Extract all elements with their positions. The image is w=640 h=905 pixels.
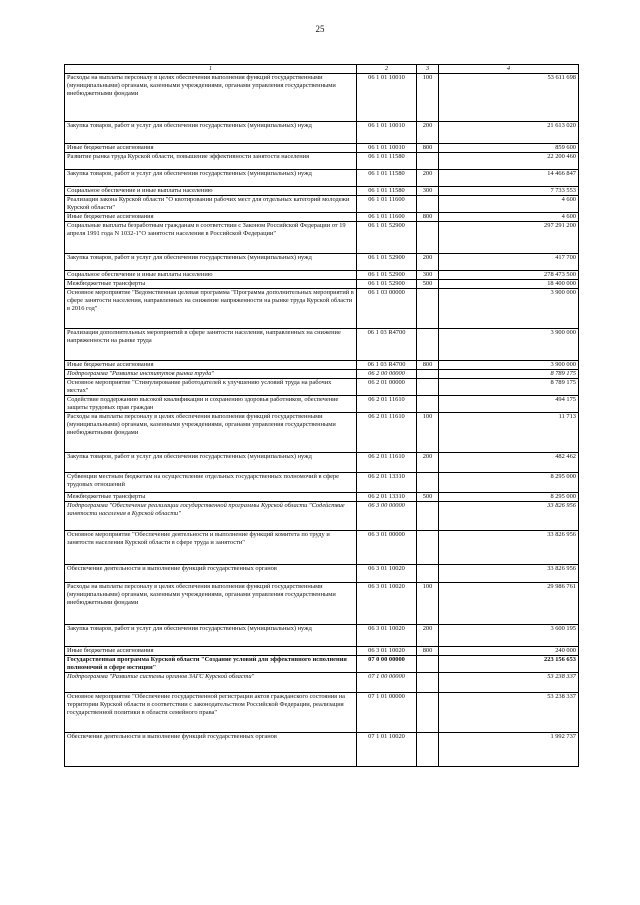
row-amount: 482 462 [439,453,579,473]
row-amount: 278 473 500 [439,271,579,280]
row-amount: 53 238 337 [439,693,579,733]
row-amount: 297 291 200 [439,222,579,254]
row-code: 06 2 01 11610 [357,453,417,473]
row-code: 06 1 01 10010 [357,144,417,153]
table-row [65,493,579,502]
table-row [65,271,579,280]
row-code: 06 1 01 11600 [357,196,417,213]
row-amount: 11 713 [439,413,579,453]
table-row [65,531,579,565]
table-row [65,647,579,656]
row-amount: 417 700 [439,254,579,271]
row-amount: 223 156 653 [439,656,579,673]
table-row [65,583,579,625]
row-vr [417,222,439,254]
row-name: Государственная программа Курской области "Создание условий для эффективного исполнения полномочий в сфере юстиции" [65,656,357,673]
row-amount: 494 175 [439,396,579,413]
table-row [65,379,579,396]
row-code: 06 1 01 11600 [357,213,417,222]
row-name: Расходы на выплаты персоналу в целях обеспечения выполнения функций государственными (муниципальными) органами, казенными учреждениями, органами управления государственными внебюджетными фондами [65,74,357,122]
row-code: 06 2 01 13310 [357,473,417,493]
row-amount: 3 900 000 [439,289,579,329]
row-amount: 3 900 000 [439,361,579,370]
row-code: 06 2 00 00000 [357,370,417,379]
row-name: Иные бюджетные ассигнования [65,144,357,153]
row-amount: 33 826 956 [439,565,579,583]
row-amount: 14 466 847 [439,170,579,187]
row-vr [417,733,439,767]
row-vr [417,396,439,413]
row-code: 06 1 01 52900 [357,280,417,289]
row-vr [417,329,439,361]
column-header-vr: 3 [417,65,439,74]
row-vr: 800 [417,361,439,370]
row-code: 06 1 01 10010 [357,74,417,122]
row-vr: 300 [417,271,439,280]
table-row [65,625,579,647]
row-name: Расходы на выплаты персоналу в целях обеспечения выполнения функций государственными (муниципальными) органами, казенными учреждениями, органами управления государственными внебюджетными фондами [65,583,357,625]
row-amount: 8 789 175 [439,370,579,379]
row-vr: 200 [417,625,439,647]
row-name: Подпрограмма "Развитие институтов рынка труда" [65,370,357,379]
table-row [65,361,579,370]
table-row [65,289,579,329]
row-code: 06 2 01 00000 [357,379,417,396]
table-row [65,213,579,222]
row-code: 06 1 01 52900 [357,222,417,254]
table-row [65,170,579,187]
row-code: 06 1 01 52900 [357,254,417,271]
row-code: 06 2 01 11610 [357,413,417,453]
row-name: Основное мероприятие "Стимулирование работодателей к улучшению условий труда на рабочих местах" [65,379,357,396]
table-row [65,502,579,531]
row-vr: 800 [417,213,439,222]
row-name: Закупка товаров, работ и услуг для обеспечения государственных (муниципальных) нужд [65,254,357,271]
row-name: Иные бюджетные ассигнования [65,213,357,222]
table-row [65,122,579,144]
row-vr: 500 [417,280,439,289]
row-code: 06 3 01 10020 [357,625,417,647]
table-row [65,733,579,767]
row-amount: 4 600 [439,213,579,222]
row-amount: 8 295 000 [439,493,579,502]
row-code: 06 3 00 00000 [357,502,417,531]
row-vr [417,153,439,170]
row-vr [417,531,439,565]
row-code: 06 3 01 00000 [357,531,417,565]
table-header-row [65,65,579,74]
row-code: 06 1 03 R4700 [357,329,417,361]
row-vr [417,656,439,673]
row-vr [417,289,439,329]
row-code: 06 3 01 10020 [357,583,417,625]
row-vr: 100 [417,74,439,122]
row-amount: 4 600 [439,196,579,213]
table-row [65,222,579,254]
row-code: 06 3 01 10020 [357,565,417,583]
row-amount: 33 826 956 [439,531,579,565]
row-vr: 300 [417,187,439,196]
table-row [65,473,579,493]
table-row [65,187,579,196]
row-name: Субвенции местным бюджетам на осуществление отдельных государственных полномочий в сфере трудовых отношений [65,473,357,493]
table-row [65,673,579,693]
table-row [65,565,579,583]
row-name: Закупка товаров, работ и услуг для обеспечения государственных (муниципальных) нужд [65,170,357,187]
column-header-name: 1 [65,65,357,74]
row-name: Социальное обеспечение и иные выплаты населению [65,271,357,280]
row-vr [417,473,439,493]
row-vr: 200 [417,453,439,473]
row-name: Закупка товаров, работ и услуг для обеспечения государственных (муниципальных) нужд [65,453,357,473]
row-code: 07 0 00 00000 [357,656,417,673]
table-row [65,370,579,379]
row-name: Основное мероприятие "Ведомственная целевая программа "Программа дополнительных мероприятий в сфере занятости населения, направленных на снижение напряженности на рынке труда Курской области в 2016 год" [65,289,357,329]
row-code: 06 1 01 11580 [357,187,417,196]
row-vr: 800 [417,144,439,153]
row-vr: 200 [417,170,439,187]
row-vr [417,693,439,733]
row-name: Социальные выплаты безработным гражданам в соответствии с Законом Российской Федерации от 19 апреля 1991 года N 1032-1"О занятости населения в Российской Федерации" [65,222,357,254]
column-header-amount: 4 [439,65,579,74]
row-name: Иные бюджетные ассигнования [65,361,357,370]
row-amount: 859 600 [439,144,579,153]
row-name: Основное мероприятие "Обеспечение государственной регистрации актов гражданского состояния на территории Курской области в соответствии с законодательством Российской Федерации, реализация государственной политики в области семейного права" [65,693,357,733]
row-name: Закупка товаров, работ и услуг для обеспечения государственных (муниципальных) нужд [65,122,357,144]
table-row [65,329,579,361]
table-row [65,453,579,473]
table-row [65,413,579,453]
row-amount: 33 826 956 [439,502,579,531]
row-amount: 21 613 020 [439,122,579,144]
table-row [65,656,579,673]
row-code: 06 2 01 11610 [357,396,417,413]
row-name: Реализация закона Курской области "О квотировании рабочих мест для отдельных категорий молодежи Курской области" [65,196,357,213]
row-amount: 53 238 337 [439,673,579,693]
row-name: Межбюджетные трансферты [65,493,357,502]
row-vr: 100 [417,583,439,625]
row-name: Подпрограмма "Развитие системы органов ЗАГС Курской области" [65,673,357,693]
table-row [65,280,579,289]
row-amount: 22 200 460 [439,153,579,170]
row-code: 06 1 03 00000 [357,289,417,329]
row-code: 07 1 00 00000 [357,673,417,693]
row-name: Подпрограмма "Обеспечение реализации государственной программы Курской области "Содействие занятости населения в Курской области" [65,502,357,531]
row-vr [417,502,439,531]
table-row [65,254,579,271]
row-vr [417,370,439,379]
column-header-code: 2 [357,65,417,74]
row-code: 06 1 01 11580 [357,170,417,187]
row-vr [417,196,439,213]
table-row [65,144,579,153]
row-amount: 53 611 698 [439,74,579,122]
row-name: Обеспечение деятельности и выполнение функций государственных органов [65,565,357,583]
row-amount: 18 400 000 [439,280,579,289]
row-code: 06 3 01 10020 [357,647,417,656]
row-amount: 240 000 [439,647,579,656]
row-name: Межбюджетные трансферты [65,280,357,289]
row-name: Расходы на выплаты персоналу в целях обеспечения выполнения функций государственными (муниципальными) органами, казенными учреждениями, органами управления государственными внебюджетными фондами [65,413,357,453]
row-code: 06 1 01 11580 [357,153,417,170]
row-name: Реализация дополнительных мероприятий в сфере занятости населения, направленных на снижение напряженности на рынке труда [65,329,357,361]
row-name: Обеспечение деятельности и выполнение функций государственных органов [65,733,357,767]
row-code: 06 1 01 10010 [357,122,417,144]
row-name: Закупка товаров, работ и услуг для обеспечения государственных (муниципальных) нужд [65,625,357,647]
row-amount: 3 600 195 [439,625,579,647]
page-number: 25 [315,24,325,34]
row-amount: 8 295 000 [439,473,579,493]
table-row [65,693,579,733]
row-code: 06 1 01 52900 [357,271,417,280]
row-amount: 1 992 737 [439,733,579,767]
row-vr [417,565,439,583]
row-name: Социальное обеспечение и иные выплаты населению [65,187,357,196]
table-row [65,153,579,170]
row-vr: 200 [417,122,439,144]
table-row [65,396,579,413]
row-code: 07 1 01 00000 [357,693,417,733]
table-row [65,196,579,213]
row-amount: 29 986 761 [439,583,579,625]
row-code: 06 2 01 13310 [357,493,417,502]
row-vr [417,379,439,396]
row-vr: 100 [417,413,439,453]
row-vr [417,673,439,693]
row-name: Содействие поддержанию высокой квалификации и сохранению здоровья работников, обеспечение защиты трудовых прав граждан [65,396,357,413]
row-name: Иные бюджетные ассигнования [65,647,357,656]
budget-table [64,64,579,767]
row-code: 07 1 01 10020 [357,733,417,767]
row-amount: 7 733 553 [439,187,579,196]
row-amount: 8 789 175 [439,379,579,396]
row-code: 06 1 03 R4700 [357,361,417,370]
row-vr: 200 [417,254,439,271]
row-amount: 3 900 000 [439,329,579,361]
row-vr: 800 [417,647,439,656]
row-name: Развитие рынка труда Курской области, повышение эффективности занятости населения [65,153,357,170]
table-row [65,74,579,122]
row-vr: 500 [417,493,439,502]
row-name: Основное мероприятие "Обеспечение деятельности и выполнение функций комитета по труду и занятости населения Курской области в сфере труда и занятости" [65,531,357,565]
